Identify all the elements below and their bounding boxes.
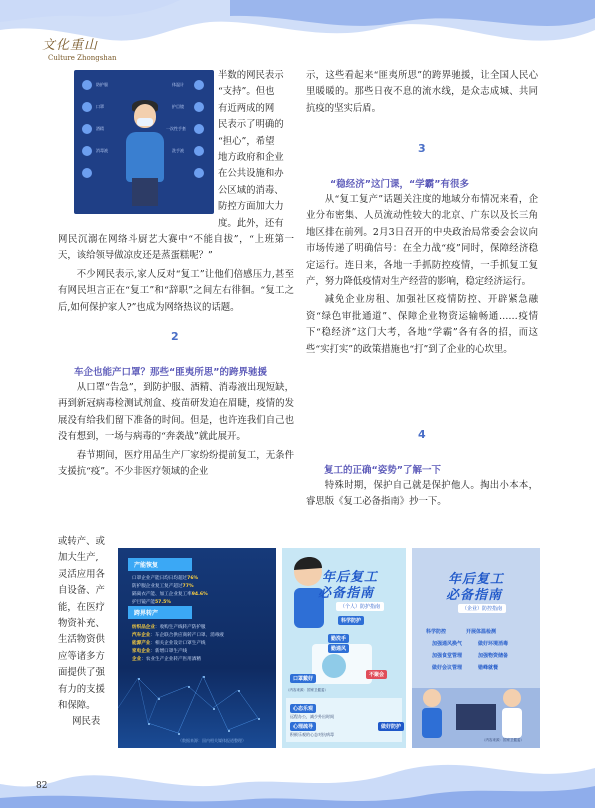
section-title-4: 复工的正确“姿势”了解一下 [324, 465, 441, 476]
poster-item: 做好会议管理 [432, 665, 463, 671]
infographic-heading-1: 产能恢复 [134, 562, 159, 569]
text-line: 公区域的消毒、 [218, 184, 284, 196]
right-paragraph-continued [306, 68, 538, 117]
logo-english: Culture Zhongshan [48, 54, 117, 62]
poster-subtitle: （企业）防控指南 [458, 604, 506, 613]
data-row: 企业：农业生产企业转产医用酒精 [132, 657, 201, 662]
text-line: 面提供了强 [58, 667, 105, 679]
poster-subtitle: （个人）防护指南 [336, 602, 384, 611]
data-row: 汽车企业：车企联合供应商转产口罩、消毒液 [132, 633, 224, 638]
poster-tag: 勤洗手 [328, 634, 349, 643]
text-line: 防控方面加大力 [218, 201, 284, 213]
text-line: 物资补充、 [58, 618, 105, 630]
text-line: 有力的支援 [58, 683, 105, 695]
paragraph: 减免企业房租、加强社区疫情防控、开辟紧急融资“绿色审批通道”、保障企业物资运输畅通……疫情下“稳经济”这门大考，各地“学霸”各有各的招，而这些“实打实”的政策措施也“打”到了企业的心坎里。 [306, 294, 538, 355]
poster-item: 开展体温检测 [466, 629, 497, 635]
text-line: 加大生产, [58, 552, 99, 564]
text-line: 灵活应用各 [58, 568, 105, 580]
poster-title-line1: 年后复工 [448, 572, 505, 587]
data-row: 能源产业：相关企业设计口罩生产线 [132, 641, 206, 646]
left-paragraph-2 [58, 380, 294, 480]
text-line: 能，在医疗 [58, 601, 105, 613]
poster-title-line2: 必备指南 [446, 588, 503, 603]
text-line: 和保障。 [58, 700, 96, 712]
production-capacity-infographic [118, 548, 276, 748]
poster-tag: 科学防护 [338, 616, 364, 625]
network-lines-decoration [118, 668, 276, 748]
text-line: “支持”。但也 [218, 86, 275, 98]
logo-chinese: 文化重山 [42, 38, 99, 53]
text-line: 网民表 [72, 716, 101, 728]
data-row: 口罩企业产能日均日均超过76% [132, 576, 199, 581]
text-line: 半数的网民表示 [218, 70, 284, 81]
text-line: 民表示了明确的 [218, 119, 284, 131]
illus-label: 一次性手套 [166, 126, 186, 131]
personal-guide-poster [282, 548, 406, 748]
data-row: 护目镜产能57.5% [132, 600, 171, 605]
paragraph: 特殊时期，保护自己就是保护他人。掏出小本本，睿思版《复工必备指南》抄一下。 [306, 480, 538, 508]
poster-item: 加强通风换气 [432, 641, 463, 647]
text-line: “担心”，希望 [218, 135, 275, 147]
text-line: 地方政府和企业 [218, 152, 284, 164]
section-number-2: 2 [171, 330, 179, 343]
data-row: 纺织品企业：收购生产线转产防护服 [132, 625, 206, 630]
source-note: （内容来源：国家卫健委） [482, 738, 524, 742]
text-line: 度。此外，还有 [218, 217, 284, 229]
text-line: 应等诸多方 [58, 650, 105, 662]
paragraph: 从口罩“告急”，到防护服、酒精、消毒液出现短缺，再到新冠病毒检测试剂盒、疫苗研发迫在眉睫，疫情的发展没有给我们留下准备的时间。但是，也许连我们自己也没有想到，一场与病毒的“奔袭战”就此展开。 [58, 382, 294, 443]
source-note: （数据来源：国内相关媒体报道整理） [178, 738, 246, 743]
right-paragraph-3 [306, 478, 538, 511]
poster-tip: 积极乐观的心态对抗病毒 [290, 732, 334, 737]
left-narrow-text [58, 534, 116, 731]
poster-item: 科学防控 [426, 629, 447, 635]
right-paragraph-2 [306, 192, 538, 358]
poster-tag: 心态乐观 [290, 704, 316, 713]
poster-tag: 不聚会 [366, 670, 387, 679]
data-row: 防护服企业复工复产超过77% [132, 584, 194, 589]
illus-label: 消毒液 [96, 148, 108, 153]
section-title-2: 车企也能产口罩？那些“匪夷所思”的跨界驰援 [74, 367, 267, 378]
left-paragraph-1 [58, 232, 294, 316]
page-number: 82 [36, 781, 48, 791]
text-line: 或转产、或 [58, 536, 105, 547]
person-legs [132, 178, 158, 206]
poster-item: 做好环境消毒 [478, 641, 509, 647]
source-note: （内容来源：国家卫健委） [286, 688, 328, 692]
text-line: 自设备、产 [58, 585, 105, 597]
data-row: 隔离衣产能、加工企业复工率94.6% [132, 592, 208, 597]
poster-title-line2: 必备指南 [318, 586, 375, 601]
text-line: 有近两成的网 [218, 102, 275, 114]
poster-item: 加强食堂管理 [432, 653, 463, 659]
paragraph: 网民沉溺在网络斗厨艺大赛中“不能自拔”，“上班第一天，该给领导做凉皮还是蒸蛋糕呢？” [58, 234, 294, 262]
section-title-3: “稳经济”这门课，“学霸”有很多 [330, 179, 469, 190]
poster-tag: 心理疏导 [290, 722, 316, 731]
illus-label: 体温计 [172, 82, 184, 87]
illus-label: 酒精 [96, 126, 104, 131]
infographic-heading-2: 跨界转产 [134, 610, 159, 617]
paragraph: 示，这些看起来“匪夷所思”的跨界驰援，让全国人民心里暖暖的。那些日夜不息的流水线，是众志成城、共同抗疫的坚实后盾。 [306, 70, 538, 114]
poster-tag: 勤通风 [328, 644, 349, 653]
text-line: 在公共设施和办 [218, 168, 284, 180]
magazine-logo [42, 34, 117, 62]
protective-gear-illustration [74, 70, 214, 214]
person-body [126, 132, 164, 182]
mask-icon [137, 118, 153, 126]
section-number-3: 3 [418, 142, 426, 155]
text-line: 生活物资供 [58, 634, 105, 646]
poster-tip: 远程办公，减少外出时间 [290, 714, 334, 719]
poster-title-line1: 年后复工 [322, 570, 379, 585]
section-number-4: 4 [418, 428, 426, 441]
enterprise-guide-poster [412, 548, 540, 748]
left-wrap-text [218, 68, 294, 232]
illus-label: 洗手液 [172, 148, 184, 153]
paragraph: 不少网民表示,家人反对“复工”让他们倍感压力,甚至有网民坦言正在“复工”和“辞职”之间左右徘徊。“复工之后,如何保护家人?”也成为网络热议的话题。 [58, 268, 294, 313]
illus-label: 护目镜 [172, 104, 184, 109]
data-row: 家电企业：新增口罩生产线 [132, 649, 188, 654]
illus-label: 口罩 [96, 104, 104, 109]
poster-badge: 做好防护 [378, 722, 404, 731]
paragraph: 从“复工复产”话题关注度的地域分布情况来看，企业分布密集、人员流动性较大的北京、广东以及长三角地区排在前列。2月3日召开的中央政治局常委会会议向市场传递了明确信号：在全力战“疫”同时，保障经济稳定运行。连日来，各地一手抓防控疫情，一手抓复工复产，努力降低疫情对生产经营的影响，稳定经济运行。 [306, 194, 538, 288]
poster-tag: 口罩戴好 [290, 674, 316, 683]
poster-item: 错峰就餐 [478, 665, 499, 671]
paragraph: 春节期间，医疗用品生产厂家纷纷提前复工，无条件支援抗“疫”。不少非医疗领域的企业 [58, 449, 294, 478]
poster-item: 加强物资储备 [478, 653, 509, 659]
illus-label: 防护服 [96, 82, 108, 87]
